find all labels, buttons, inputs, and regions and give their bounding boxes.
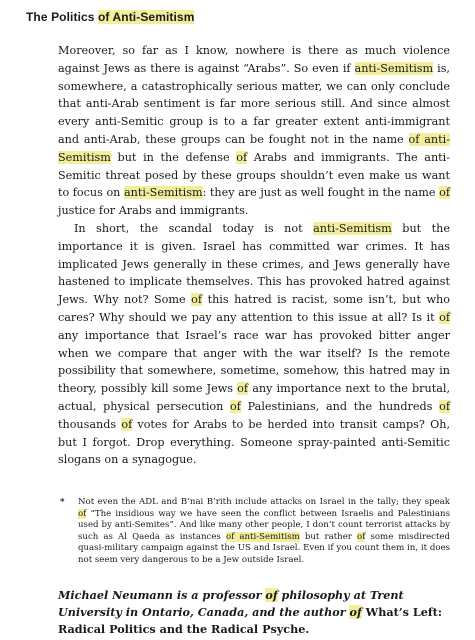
text-run: philosophy at Trent University in Ontario, Canada, and the author xyxy=(58,588,404,619)
highlighted-text: of anti-Semitism xyxy=(225,531,300,542)
text-run: Michael Neumann is a professor xyxy=(58,588,266,602)
highlighted-text: anti-Semitism xyxy=(123,186,203,200)
highlighted-text: of xyxy=(191,293,203,307)
highlighted-text: of xyxy=(78,508,87,519)
text-run: Not even the ADL and B’nai B’rith include attacks on Israel in the tally; they speak xyxy=(78,497,450,507)
paragraph xyxy=(58,220,450,469)
text-run: is, somewhere, a catastrophically serious matter, we can only conclude that anti-Arab sentiment is far more serious still. And since almost every anti-Semitic group is to a far greater extent anti-immigrant and anti-Arab, these groups can be fought not in the name xyxy=(58,61,450,146)
text-run: Palestinians, and the hundreds xyxy=(240,399,440,413)
highlighted-text: of xyxy=(357,531,366,542)
header-title-highlight: of Anti-Semitism xyxy=(97,10,195,24)
footnote xyxy=(60,497,450,567)
text-run: but rather xyxy=(299,531,358,542)
footnote-text xyxy=(60,497,450,567)
highlighted-text: of xyxy=(439,186,450,200)
highlighted-text: of xyxy=(237,382,249,396)
highlighted-text: of xyxy=(236,150,248,164)
paragraph xyxy=(58,42,450,220)
text-run: some misdirected quasi-military campaign against the US and Israel. Even if you count them in, it does not seem very dangerous to be a Jew outside Israel. xyxy=(78,531,451,565)
footnote-marker: * xyxy=(60,497,65,507)
text-run: any importance that Israel’s race war has provoked bitter anger when we compare that anger with the war itself? Is the remote possibility that somewhere, sometime, somehow, this hatred may in theory, possibly kill some Jews xyxy=(58,328,450,396)
text-run: votes for Arabs to be herded into transit camps? Oh, but I forgot. Drop everything. Someone spray-painted anti-Semitic slogans on a synagogue. xyxy=(58,417,450,467)
text-run: thousands xyxy=(58,417,122,431)
article-body xyxy=(58,42,450,469)
text-run: “The insidious way we have seen the conflict between Israelis and Palestinians used by anti-Semites”. And like many other people, I don’t count terrorist attacks by such as Al Qaeda as instances xyxy=(78,508,450,542)
running-header xyxy=(26,10,194,24)
highlighted-text: of xyxy=(121,417,133,431)
highlighted-text: of xyxy=(230,399,241,413)
highlighted-text: of xyxy=(439,310,450,324)
text-run: Arabs and immigrants. The anti-Semitic threat posed by these groups shouldn’t even make us want to focus on xyxy=(58,150,451,200)
highlighted-text: anti-Semitism xyxy=(354,61,434,75)
text-run: this hatred is racist, some isn’t, but who cares? Why should we pay any attention to this issue at all? Is it xyxy=(58,293,450,324)
highlighted-text: anti-Semitism xyxy=(313,221,392,235)
highlighted-text: of xyxy=(349,605,362,619)
text-run: In short, the scandal today is not xyxy=(74,221,314,235)
highlighted-text: of xyxy=(265,588,278,602)
text-run: justice for Arabs and immigrants. xyxy=(58,204,249,218)
text-run: but the importance it is given. Israel has committed war crimes. It has implicated Jews generally in these crimes, and Jews generally have hastened to implicate themselves. This has provoked hatred against Jews. Why not? Some xyxy=(58,221,450,307)
text-run: any importance next to the brutal, actual, physical persecution xyxy=(58,382,451,413)
author-bio xyxy=(58,587,450,638)
header-title-prefix: The Politics xyxy=(26,10,98,24)
text-run: but in the defense xyxy=(110,150,237,164)
book-title: What’s Left: Radical Politics and the Radical Psyche. xyxy=(58,605,442,636)
text-run: : they are just as well fought in the name xyxy=(202,186,440,200)
text-run: Moreover, so far as I know, nowhere is there as much violence against Jews as there is against “Arabs”. So even if xyxy=(58,44,450,75)
highlighted-text: of xyxy=(439,399,451,413)
highlighted-text: of anti-Semitism xyxy=(58,132,450,164)
